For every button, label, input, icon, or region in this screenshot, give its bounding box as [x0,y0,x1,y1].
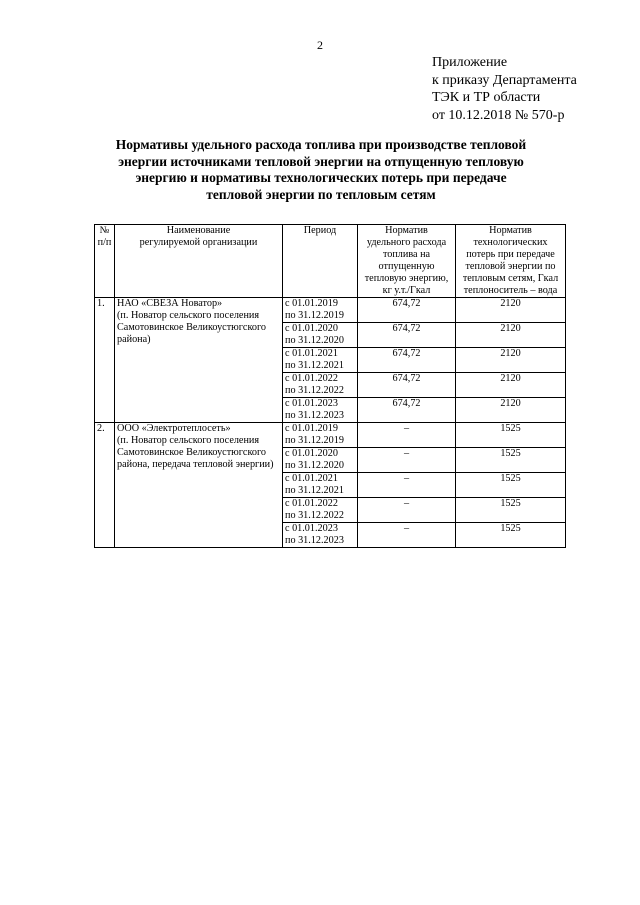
period-cell [283,398,358,423]
period-to: по 31.12.2022 [285,510,344,521]
fuel-norm-cell: – [358,523,456,548]
header-num: № п/п [95,225,115,298]
header-organization: Наименование регулируемой организации [115,225,283,298]
period-from: с 01.01.2021 [285,473,338,484]
loss-norm-cell: 1525 [456,523,566,548]
period-to: по 31.12.2023 [285,535,344,546]
title-line: Нормативы удельного расхода топлива при производстве тепловой [115,137,527,152]
header-fuel-norm: Норматив удельного расхода топлива на отпущенную тепловую энергию, кг у.т./Гкал [358,225,456,298]
period-cell [283,473,358,498]
fuel-norm-cell: 674,72 [358,398,456,423]
period-from: с 01.01.2019 [285,423,338,434]
period-from: с 01.01.2023 [285,398,338,409]
appendix-line: Приложение [432,55,508,70]
org-number: 2. [95,423,115,548]
header-loss-norm: Норматив технологических потерь при передаче тепловой энергии по тепловым сетям, Гкал теплоноситель – вода [456,225,566,298]
loss-norm-cell: 1525 [456,473,566,498]
org-name [115,423,283,548]
period-cell [283,448,358,473]
header-period: Период [283,225,358,298]
period-to: по 31.12.2022 [285,385,344,396]
table-body [95,298,566,548]
title-line: энергии источниками тепловой энергии на отпущенную тепловую [118,153,524,169]
title-line: тепловой энергии по тепловым сетям [206,186,436,202]
period-from: с 01.01.2019 [285,298,338,309]
period-cell [283,523,358,548]
appendix-line: ТЭК и ТР области [432,90,541,105]
table-row [95,423,566,448]
org-number: 1. [95,298,115,423]
period-to: по 31.12.2019 [285,435,344,446]
loss-norm-cell: 1525 [456,423,566,448]
appendix-block [432,54,577,124]
period-from: с 01.01.2023 [285,523,338,534]
loss-norm-cell: 1525 [456,498,566,523]
org-name-line: (п. Новатор сельского поселения [117,435,260,446]
org-name-line: района) [117,334,151,345]
document-title [100,137,542,203]
period-from: с 01.01.2020 [285,323,338,334]
loss-norm-cell: 1525 [456,448,566,473]
period-to: по 31.12.2021 [285,360,344,371]
org-name-line: (п. Новатор сельского поселения [117,310,260,321]
period-cell [283,373,358,398]
loss-norm-cell: 2120 [456,398,566,423]
org-name-line: Самотовинское Великоустюгского [117,447,266,458]
fuel-norm-cell: 674,72 [358,373,456,398]
loss-norm-cell: 2120 [456,348,566,373]
fuel-norm-cell: – [358,448,456,473]
org-name-line: района, передача тепловой энергии) [117,459,274,470]
period-cell [283,498,358,523]
period-from: с 01.01.2022 [285,498,338,509]
period-from: с 01.01.2020 [285,448,338,459]
fuel-norm-cell: – [358,498,456,523]
table-header-row [95,225,566,298]
period-cell [283,348,358,373]
fuel-norm-cell: 674,72 [358,348,456,373]
period-from: с 01.01.2021 [285,348,338,359]
appendix-line: от 10.12.2018 № 570-р [432,107,565,123]
loss-norm-cell: 2120 [456,373,566,398]
fuel-norm-cell: 674,72 [358,323,456,348]
period-to: по 31.12.2020 [285,335,344,346]
period-cell [283,298,358,323]
period-to: по 31.12.2019 [285,310,344,321]
fuel-norm-cell: – [358,423,456,448]
table-row [95,298,566,323]
period-cell [283,423,358,448]
loss-norm-cell: 2120 [456,323,566,348]
period-to: по 31.12.2020 [285,460,344,471]
period-cell [283,323,358,348]
fuel-norm-cell: 674,72 [358,298,456,323]
period-from: с 01.01.2022 [285,373,338,384]
appendix-line: к приказу Департамента [432,72,577,88]
title-line: энергию и нормативы технологических потерь при передаче [135,170,507,185]
loss-norm-cell: 2120 [456,298,566,323]
org-name-line: НАО «СВЕЗА Новатор» [117,298,223,309]
org-name [115,298,283,423]
period-to: по 31.12.2021 [285,485,344,496]
period-to: по 31.12.2023 [285,410,344,421]
page-number: 2 [317,38,323,52]
fuel-norm-cell: – [358,473,456,498]
org-name-line: ООО «Электротеплосеть» [117,423,231,434]
norms-table [94,224,566,548]
org-name-line: Самотовинское Великоустюгского [117,322,266,333]
